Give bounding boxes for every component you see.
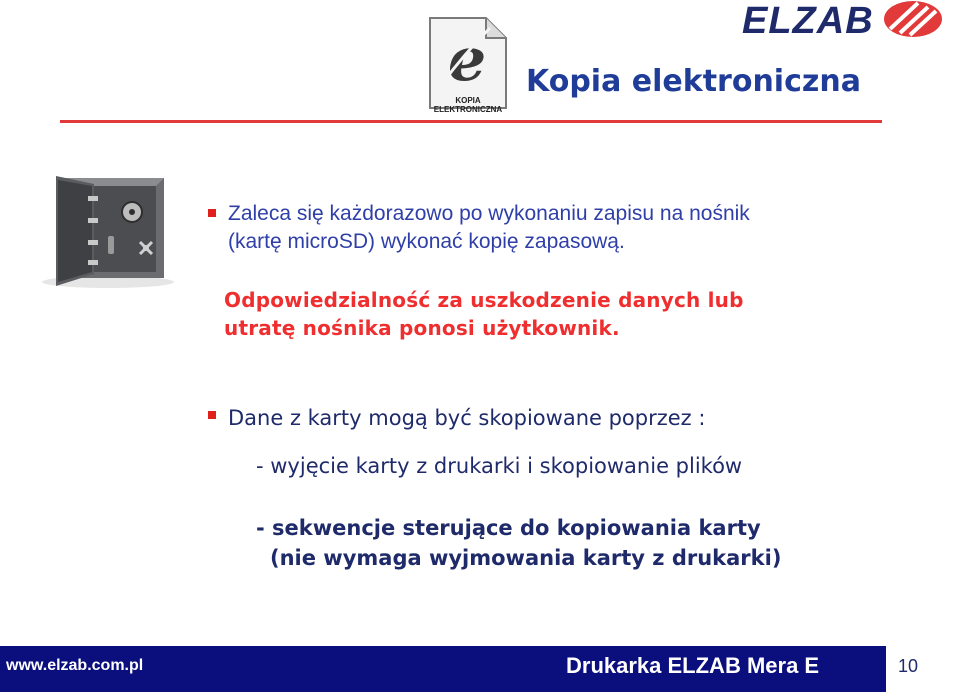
- bullet-recommendation-line1: Zaleca się każdorazowo po wykonaniu zapisu na nośnik: [228, 202, 750, 225]
- logo-caption: KOPIA ELEKTRONICZNA: [433, 96, 503, 114]
- bullet-marker: [208, 209, 216, 217]
- svg-text:e: e: [448, 25, 487, 95]
- warning-line1: Odpowiedzialność za uszkodzenie danych lub: [224, 288, 744, 312]
- bullet-marker: [208, 411, 216, 419]
- copy-option-control-sequences: [256, 513, 781, 573]
- copy-option-line1: - sekwencje sterujące do kopiowania karty: [256, 516, 761, 540]
- responsibility-warning: [224, 286, 744, 342]
- bullet-copy-methods: Dane z karty mogą być skopiowane poprzez :: [228, 406, 706, 430]
- copy-option-remove-card: - wyjęcie karty z drukarki i skopiowanie plików: [256, 454, 743, 478]
- bullet-recommendation: [228, 200, 750, 256]
- copy-option-line2: (nie wymaga wyjmowania karty z drukarki): [270, 546, 782, 570]
- warning-line2: utratę nośnika ponosi użytkownik.: [224, 316, 620, 340]
- brand-name: ELZAB: [742, 0, 874, 42]
- footer-product-name: Drukarka ELZAB Mera E: [566, 653, 820, 678]
- slide-title: Kopia elektroniczna: [526, 64, 861, 99]
- title-divider: [60, 120, 882, 123]
- elzab-brand: [742, 0, 944, 42]
- brand-swoosh-icon: [882, 0, 944, 43]
- safe-illustration: [36, 168, 178, 290]
- footer-url: www.elzab.com.pl: [6, 657, 144, 674]
- page-number: 10: [898, 656, 919, 676]
- bullet-recommendation-line2: (kartę microSD) wykonać kopię zapasową.: [228, 230, 625, 253]
